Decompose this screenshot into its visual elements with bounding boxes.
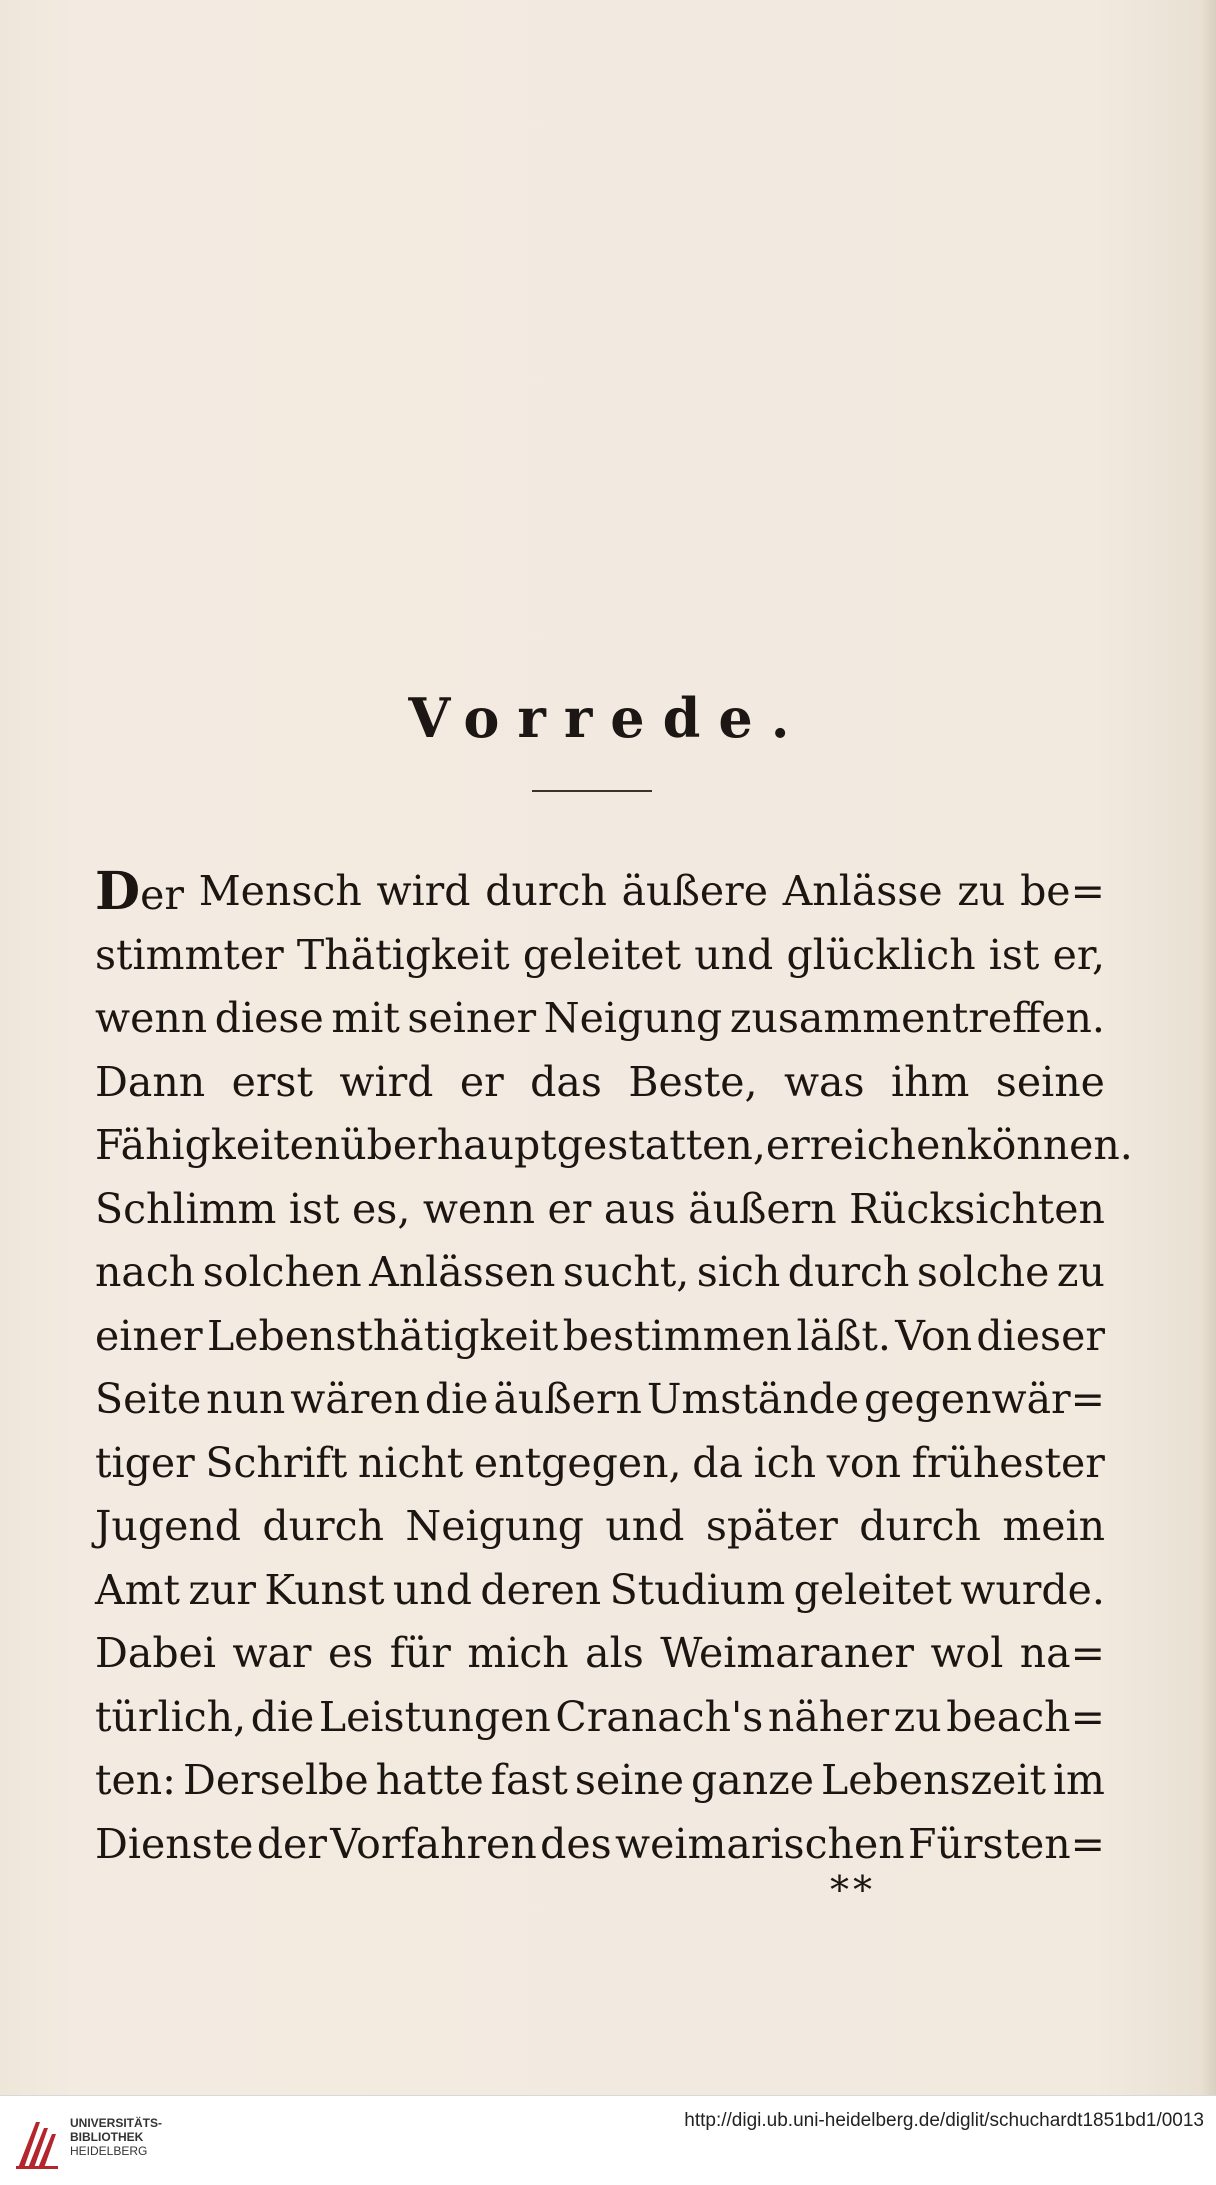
body-line: Dann erst wird er das Beste, was ihm seine: [95, 1057, 1105, 1106]
body-line: Dabei war es für mich als Weimaraner wol na=: [95, 1629, 1105, 1677]
body-text: [95, 860, 1133, 1876]
page-edge: [1202, 0, 1216, 2095]
body-line: stimmter Thätigkeit geleitet und glücklich ist er,: [95, 930, 1105, 979]
body-line: ten: Derselbe hatte fast seine ganze Lebenszeit im: [95, 1756, 1105, 1804]
body-line: Amt zur Kunst und deren Studium geleitet wurde.: [95, 1565, 1105, 1614]
page-title: Vorrede.: [408, 686, 808, 751]
permalink-url[interactable]: http://digi.ub.uni-heidelberg.de/diglit/schuchardt1851bd1/0013: [684, 2110, 1204, 2131]
body-line: Fähigkeiten überhaupt gestatten, erreichen können.: [95, 1121, 1133, 1169]
library-line-3: HEIDELBERG: [70, 2144, 148, 2158]
body-line: Jugend durch Neigung und später durch mein: [95, 1502, 1105, 1550]
body-line: nach solchen Anlässen sucht, sich durch solche zu: [95, 1248, 1105, 1296]
body-line: tiger Schrift nicht entgegen, da ich von frühester: [95, 1438, 1105, 1487]
library-line-2: BIBLIOTHEK: [70, 2130, 144, 2144]
body-line: Schlimm ist es, wenn er aus äußern Rücksichten: [95, 1184, 1105, 1233]
body-line: wenn diese mit seiner Neigung zusammentreffen.: [95, 994, 1105, 1042]
body-line: Dienste der Vorfahren des weimarischen Fürsten=: [95, 1819, 1105, 1868]
body-line: Seite nun wären die äußern Umstände gegenwär=: [95, 1375, 1105, 1423]
body-line: Der Mensch wird durch äußere Anlässe zu be=: [95, 861, 1105, 922]
library-name: [70, 2116, 162, 2158]
signature-mark: **: [830, 1868, 876, 1912]
body-line: einer Lebensthätigkeit bestimmen läßt. Von dieser: [95, 1311, 1105, 1360]
title-rule: [532, 790, 652, 792]
university-library-logo-icon: [14, 2112, 60, 2172]
library-line-1: UNIVERSITÄTS-: [70, 2116, 163, 2130]
body-line: türlich, die Leistungen Cranach's näher zu beach=: [95, 1692, 1105, 1741]
viewer-footer: [0, 2095, 1216, 2185]
